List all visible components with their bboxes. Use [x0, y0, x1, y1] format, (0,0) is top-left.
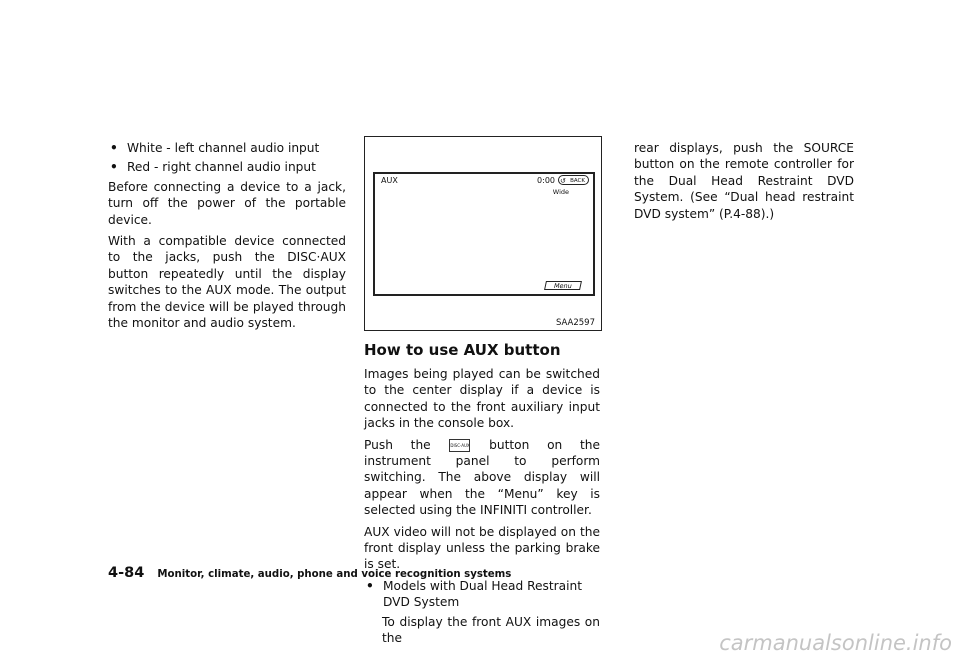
wide-label: Wide	[552, 188, 569, 196]
paragraph: rear displays, push the SOURCE button on the remote controller for the Dual Head Restraint DVD System. (See “Dual head restraint DVD system” (P.4-88).)	[634, 141, 854, 221]
paragraph: AUX video will not be displayed on the front display unless the parking brake is set.	[364, 524, 600, 572]
paragraph-text: button on the instrument panel to perform switching. The above display will appear when the “Menu” key is selected using the INFINITI controller.	[364, 437, 600, 518]
playback-time: 0:00	[537, 176, 555, 185]
paragraph	[364, 437, 600, 519]
bullet-dot: •	[366, 578, 374, 593]
bullet-item	[108, 159, 346, 175]
disc-aux-button-icon: DISC·AUX	[449, 439, 470, 452]
bullet-item	[108, 140, 346, 156]
aux-display-figure	[364, 136, 602, 331]
bullet-text: Red - right channel audio input	[127, 160, 316, 175]
bullet-item	[364, 578, 600, 611]
paragraph: Before connecting a device to a jack, turn off the power of the portable device.	[108, 179, 346, 227]
bullet-dot: •	[110, 141, 118, 155]
page-footer	[108, 562, 511, 581]
screen-title: AUX	[381, 176, 398, 185]
page-number: 4-84	[108, 565, 145, 581]
back-arrow-icon: ↺	[560, 177, 566, 185]
menu-button[interactable]: Menu	[544, 281, 582, 290]
aux-screen	[373, 172, 595, 296]
right-column	[634, 140, 854, 227]
middle-column	[364, 340, 600, 652]
left-column	[108, 140, 346, 336]
bullet-text: Models with Dual Head Restraint DVD System	[383, 578, 583, 610]
paragraph-text: Push the	[364, 437, 431, 452]
paragraph: Images being played can be switched to the center display if a device is connected to the front auxiliary input jacks in the console box.	[364, 367, 600, 431]
bullet-dot: •	[110, 160, 118, 175]
back-button[interactable]	[558, 175, 589, 185]
back-button-label: BACK	[570, 178, 585, 184]
section-heading: How to use AUX button	[364, 341, 561, 359]
sub-paragraph: To display the front AUX images on the	[382, 614, 600, 646]
figure-code: SAA2597	[555, 318, 595, 328]
watermark: carmanualsonline.info	[719, 631, 952, 655]
paragraph: With a compatible device connected to the jacks, push the DISC·AUX button repeatedly until the display switches to the AUX mode. The output from the device will be played through the monitor and audio system.	[108, 234, 346, 331]
bullet-text: White - left channel audio input	[127, 141, 320, 155]
chapter-title: Monitor, climate, audio, phone and voice recognition systems	[157, 569, 512, 580]
